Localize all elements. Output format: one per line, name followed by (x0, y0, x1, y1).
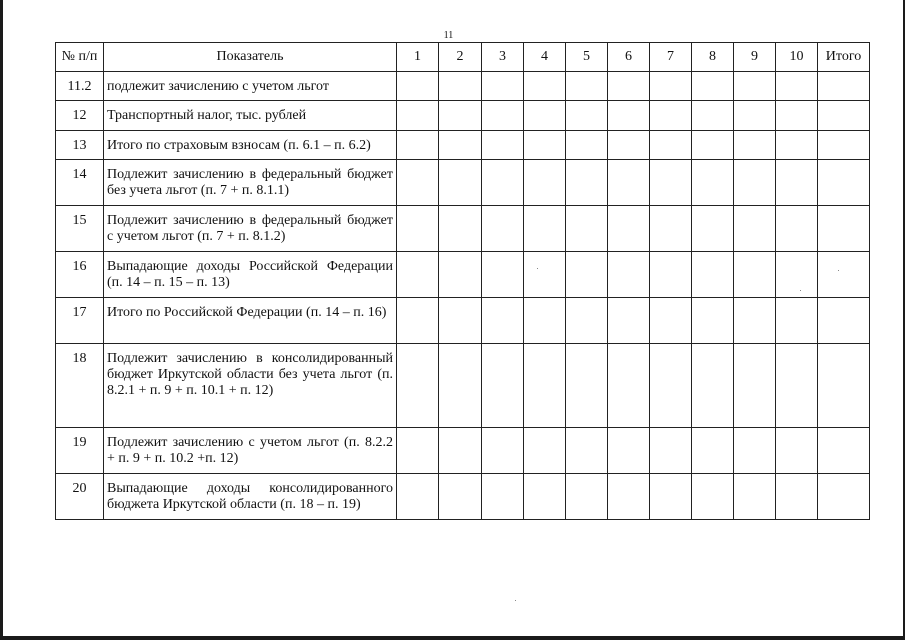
value-cell (439, 428, 482, 474)
header-cell-1: 1 (397, 43, 439, 72)
row-number-cell: 14 (56, 160, 104, 206)
row-label-cell (104, 206, 397, 252)
row-label-text: подлежит зачислению с учетом льгот (107, 79, 329, 94)
value-cell (566, 72, 608, 101)
value-cell (397, 344, 439, 428)
header-cell-indicator: Показатель (104, 43, 397, 72)
value-cell (566, 252, 608, 298)
table-row (56, 252, 870, 298)
value-cell (524, 72, 566, 101)
row-label-cell (104, 344, 397, 428)
header-cell-7: 7 (650, 43, 692, 72)
value-cell (397, 72, 439, 101)
row-number-cell: 20 (56, 474, 104, 520)
row-label-text: Выпадающие доходы консолидированного бюджета Иркутской области (п. 18 – п. 19) (107, 481, 393, 512)
table-row (56, 298, 870, 344)
value-cell (566, 344, 608, 428)
total-value-cell (818, 298, 870, 344)
value-cell (482, 160, 524, 206)
row-number-cell: 15 (56, 206, 104, 252)
value-cell (650, 72, 692, 101)
value-cell (734, 72, 776, 101)
total-value-cell (818, 428, 870, 474)
row-label-cell (104, 474, 397, 520)
value-cell (692, 474, 734, 520)
value-cell (608, 428, 650, 474)
row-number-cell: 18 (56, 344, 104, 428)
value-cell (566, 474, 608, 520)
header-cell-10: 10 (776, 43, 818, 72)
value-cell (524, 252, 566, 298)
value-cell (608, 344, 650, 428)
value-cell (482, 206, 524, 252)
value-cell (692, 160, 734, 206)
row-label-text: Подлежит зачислению с учетом льгот (п. 8.2.2 + п. 9 + п. 10.2 +п. 12) (107, 435, 393, 466)
value-cell (734, 131, 776, 160)
value-cell (650, 474, 692, 520)
value-cell (776, 131, 818, 160)
value-cell (397, 160, 439, 206)
value-cell (776, 160, 818, 206)
row-label-text: Подлежит зачислению в консолидированный бюджет Иркутской области без учета льгот (п. 8.2.1 + п. 9 + п. 10.1 + п. 12) (107, 351, 393, 398)
value-cell (776, 474, 818, 520)
value-cell (397, 298, 439, 344)
value-cell (734, 474, 776, 520)
value-cell (692, 344, 734, 428)
header-cell-number: № п/п (56, 43, 104, 72)
value-cell (692, 131, 734, 160)
table-row (56, 474, 870, 520)
value-cell (439, 160, 482, 206)
row-label-cell (104, 428, 397, 474)
value-cell (734, 101, 776, 131)
row-label-cell (104, 131, 397, 160)
value-cell (608, 474, 650, 520)
value-cell (566, 298, 608, 344)
value-cell (734, 344, 776, 428)
table-row (56, 206, 870, 252)
value-cell (692, 252, 734, 298)
total-value-cell (818, 160, 870, 206)
value-cell (439, 474, 482, 520)
row-label-text: Подлежит зачислению в федеральный бюджет без учета льгот (п. 7 + п. 8.1.1) (107, 167, 393, 198)
value-cell (608, 160, 650, 206)
value-cell (776, 298, 818, 344)
scan-speck (515, 600, 516, 601)
value-cell (439, 252, 482, 298)
value-cell (482, 131, 524, 160)
value-cell (524, 160, 566, 206)
total-value-cell (818, 344, 870, 428)
value-cell (734, 160, 776, 206)
row-label-text: Выпадающие доходы Российской Федерации (п. 14 – п. 15 – п. 13) (107, 259, 393, 290)
table-row (56, 72, 870, 101)
value-cell (650, 428, 692, 474)
value-cell (482, 298, 524, 344)
report-table (55, 42, 870, 520)
value-cell (650, 206, 692, 252)
total-value-cell (818, 131, 870, 160)
row-label-cell (104, 298, 397, 344)
value-cell (734, 206, 776, 252)
header-cell-6: 6 (608, 43, 650, 72)
value-cell (524, 428, 566, 474)
value-cell (608, 252, 650, 298)
value-cell (776, 344, 818, 428)
value-cell (397, 131, 439, 160)
value-cell (692, 72, 734, 101)
value-cell (482, 428, 524, 474)
value-cell (650, 298, 692, 344)
value-cell (439, 72, 482, 101)
row-label-cell (104, 252, 397, 298)
row-label-text: Итого по Российской Федерации (п. 14 – п. 16) (107, 305, 387, 320)
value-cell (650, 252, 692, 298)
row-label-cell (104, 160, 397, 206)
header-cell-5: 5 (566, 43, 608, 72)
value-cell (734, 298, 776, 344)
value-cell (734, 428, 776, 474)
table-row (56, 160, 870, 206)
scan-speck (838, 270, 839, 271)
row-number-cell: 19 (56, 428, 104, 474)
total-value-cell (818, 72, 870, 101)
table-row (56, 101, 870, 131)
value-cell (482, 101, 524, 131)
value-cell (566, 206, 608, 252)
value-cell (776, 428, 818, 474)
value-cell (482, 344, 524, 428)
value-cell (482, 474, 524, 520)
table-header-row (56, 43, 870, 72)
row-number-cell: 17 (56, 298, 104, 344)
value-cell (524, 344, 566, 428)
total-value-cell (818, 101, 870, 131)
header-cell-9: 9 (734, 43, 776, 72)
value-cell (397, 474, 439, 520)
value-cell (650, 160, 692, 206)
page-number-text: 11 (443, 30, 454, 41)
value-cell (439, 298, 482, 344)
scan-edge-bottom (0, 636, 905, 640)
row-number-cell: 13 (56, 131, 104, 160)
header-cell-total: Итого (818, 43, 870, 72)
value-cell (439, 206, 482, 252)
row-number-cell: 16 (56, 252, 104, 298)
header-cell-8: 8 (692, 43, 734, 72)
row-number-cell: 12 (56, 101, 104, 131)
value-cell (482, 252, 524, 298)
value-cell (397, 206, 439, 252)
value-cell (650, 344, 692, 428)
value-cell (692, 428, 734, 474)
total-value-cell (818, 252, 870, 298)
value-cell (524, 474, 566, 520)
scan-speck (800, 290, 801, 291)
header-cell-3: 3 (482, 43, 524, 72)
value-cell (776, 101, 818, 131)
value-cell (439, 344, 482, 428)
value-cell (776, 72, 818, 101)
row-label-text: Транспортный налог, тыс. рублей (107, 108, 307, 123)
table-row (56, 344, 870, 428)
value-cell (566, 160, 608, 206)
row-number-cell: 11.2 (56, 72, 104, 101)
table-body (56, 72, 870, 520)
value-cell (608, 72, 650, 101)
value-cell (692, 206, 734, 252)
scan-edge-left (0, 0, 3, 640)
value-cell (566, 101, 608, 131)
value-cell (439, 131, 482, 160)
value-cell (692, 298, 734, 344)
row-label-cell (104, 101, 397, 131)
value-cell (524, 101, 566, 131)
header-cell-2: 2 (439, 43, 482, 72)
value-cell (608, 298, 650, 344)
value-cell (439, 101, 482, 131)
row-label-cell (104, 72, 397, 101)
value-cell (397, 428, 439, 474)
total-value-cell (818, 206, 870, 252)
value-cell (776, 206, 818, 252)
value-cell (692, 101, 734, 131)
value-cell (397, 101, 439, 131)
header-cell-4: 4 (524, 43, 566, 72)
value-cell (566, 131, 608, 160)
value-cell (482, 72, 524, 101)
value-cell (524, 131, 566, 160)
value-cell (776, 252, 818, 298)
value-cell (608, 101, 650, 131)
value-cell (734, 252, 776, 298)
value-cell (524, 206, 566, 252)
total-value-cell (818, 474, 870, 520)
row-label-text: Итого по страховым взносам (п. 6.1 – п. 6.2) (107, 138, 371, 153)
row-label-text: Подлежит зачислению в федеральный бюджет с учетом льгот (п. 7 + п. 8.1.2) (107, 213, 393, 244)
value-cell (608, 206, 650, 252)
value-cell (524, 298, 566, 344)
value-cell (608, 131, 650, 160)
page-number (0, 31, 905, 41)
value-cell (397, 252, 439, 298)
value-cell (650, 131, 692, 160)
value-cell (566, 428, 608, 474)
scan-speck (537, 268, 538, 269)
table-row (56, 428, 870, 474)
value-cell (650, 101, 692, 131)
table-row (56, 131, 870, 160)
